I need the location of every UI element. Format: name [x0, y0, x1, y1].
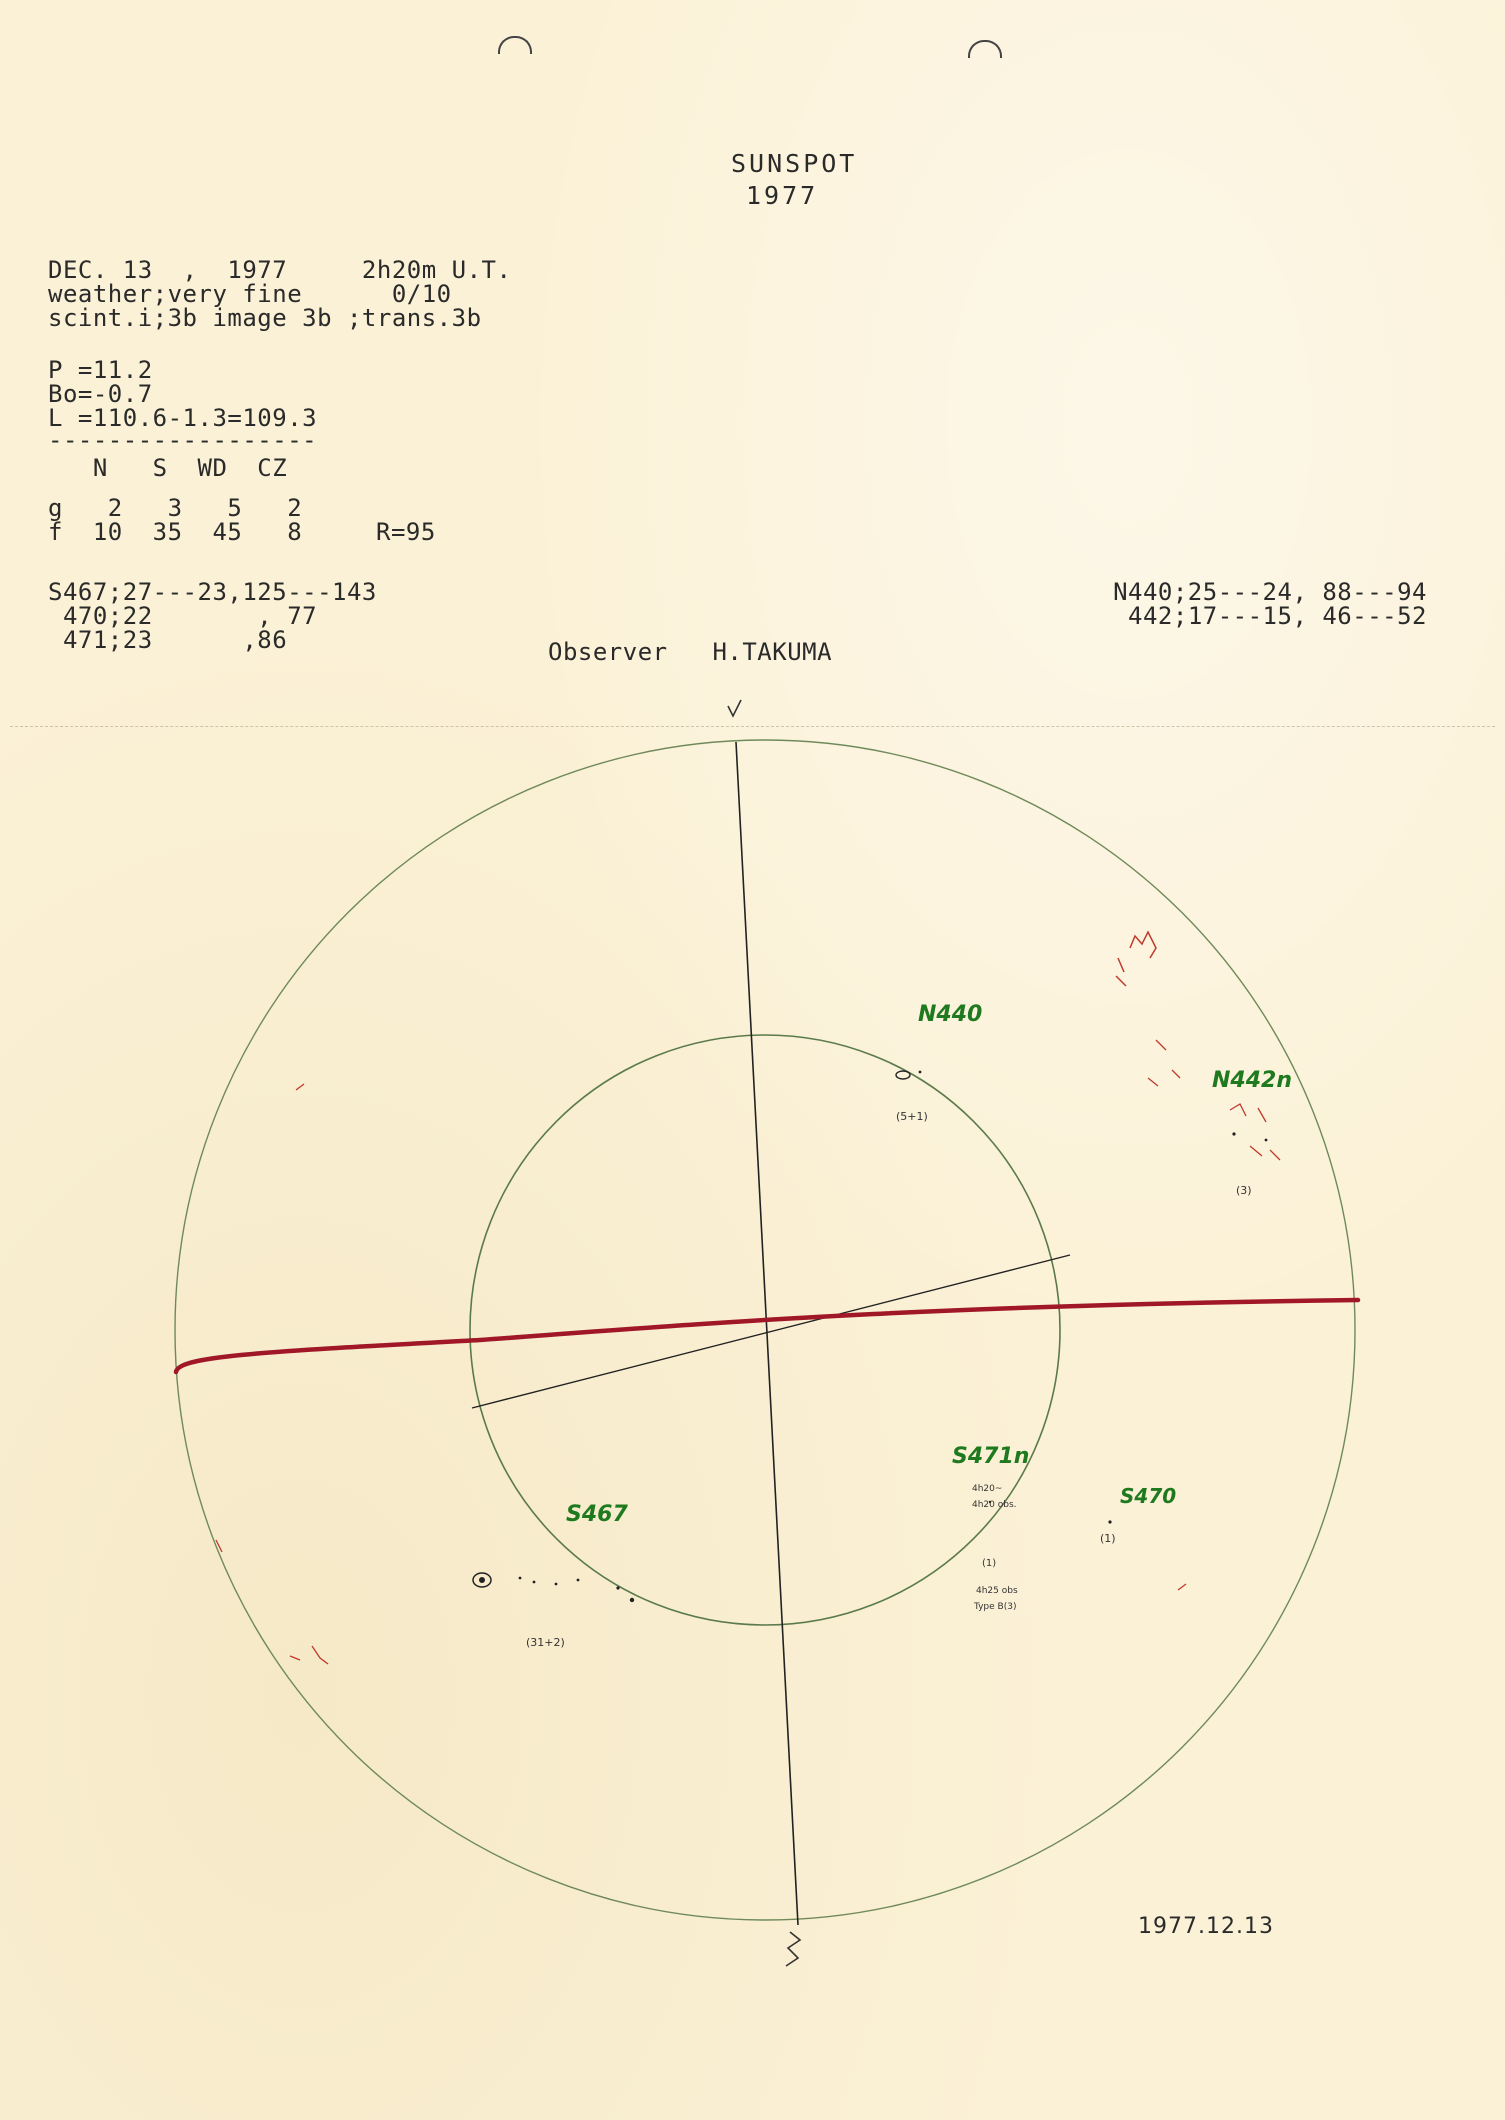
spot-n442-small — [1265, 1139, 1268, 1142]
note-s471-third: 4h25 obs — [976, 1586, 1018, 1596]
solar-limb-circle — [175, 740, 1355, 1920]
spot-s470 — [1108, 1520, 1111, 1523]
rule-line: ------------------ — [48, 426, 318, 454]
label-s470: S470 — [1120, 1484, 1177, 1508]
count-s470: (1) — [1100, 1532, 1116, 1545]
inner-reference-circle — [470, 1035, 1060, 1625]
count-s467: (31+2) — [526, 1636, 565, 1649]
spot-s467-e — [616, 1586, 619, 1589]
note-s471-first: 4h20~ — [972, 1484, 1003, 1494]
label-n442: N442n — [1212, 1068, 1292, 1093]
spot-s467-b — [533, 1581, 536, 1584]
spot-n440-small — [919, 1071, 922, 1074]
spot-s467-umbra — [479, 1577, 485, 1583]
note-s471-second: 4h20 obs. — [972, 1500, 1017, 1510]
label-n440: N440 — [918, 1002, 983, 1027]
spot-n442 — [1232, 1132, 1235, 1135]
north-south-axis — [736, 742, 798, 1925]
note-s471-type: Type B(3) — [974, 1602, 1017, 1612]
south-group-2: 470;22 , 77 — [48, 602, 318, 630]
observation-seeing: scint.i;3b image 3b ;trans.3b — [48, 304, 482, 332]
observation-weather: weather;very fine 0/10 — [48, 280, 452, 308]
north-mark — [728, 700, 741, 716]
counts-f-row: f 10 35 45 8 — [48, 518, 303, 546]
counts-g-row: g 2 3 5 2 — [48, 494, 303, 522]
south-group-3: 471;23 ,86 — [48, 626, 288, 654]
page-title: SUNSPOT — [731, 149, 858, 178]
facula-sketch-west — [216, 1084, 328, 1664]
count-s471: (1) — [982, 1558, 997, 1569]
spot-s467-c — [555, 1583, 558, 1586]
spot-s467-d — [577, 1579, 580, 1582]
p-angle: P =11.2 — [48, 356, 153, 384]
footer-date: 1977.12.13 — [1138, 1914, 1274, 1939]
facula-sketch-ne — [1116, 932, 1156, 986]
inclined-axis-line — [472, 1255, 1070, 1408]
spot-s467-a — [519, 1577, 522, 1580]
facula-sketch-se — [1178, 1584, 1186, 1590]
facula-sketch-east — [1148, 1040, 1280, 1160]
count-n440: (5+1) — [896, 1110, 928, 1123]
b0-value: Bo=-0.7 — [48, 380, 153, 408]
south-group-1: S467;27---23,125---143 — [48, 578, 377, 606]
page-year: 1977 — [746, 181, 819, 210]
counts-header: N S WD CZ — [48, 454, 288, 482]
observer-name: Observer H.TAKUMA — [548, 638, 833, 666]
north-group-2: 442;17---15, 46---52 — [1128, 602, 1427, 630]
spot-n440 — [896, 1071, 910, 1079]
label-s467: S467 — [566, 1502, 628, 1527]
observation-date-time: DEC. 13 , 1977 2h20m U.T. — [48, 256, 512, 284]
north-group-1: N440;25---24, 88---94 — [1113, 578, 1427, 606]
south-mark — [786, 1932, 800, 1966]
label-s471: S471n — [952, 1444, 1030, 1469]
l-longitude: L =110.6-1.3=109.3 — [48, 404, 318, 432]
count-n442: (3) — [1236, 1184, 1252, 1197]
spot-s467-f — [630, 1598, 634, 1602]
r-number: R=95 — [376, 518, 436, 546]
